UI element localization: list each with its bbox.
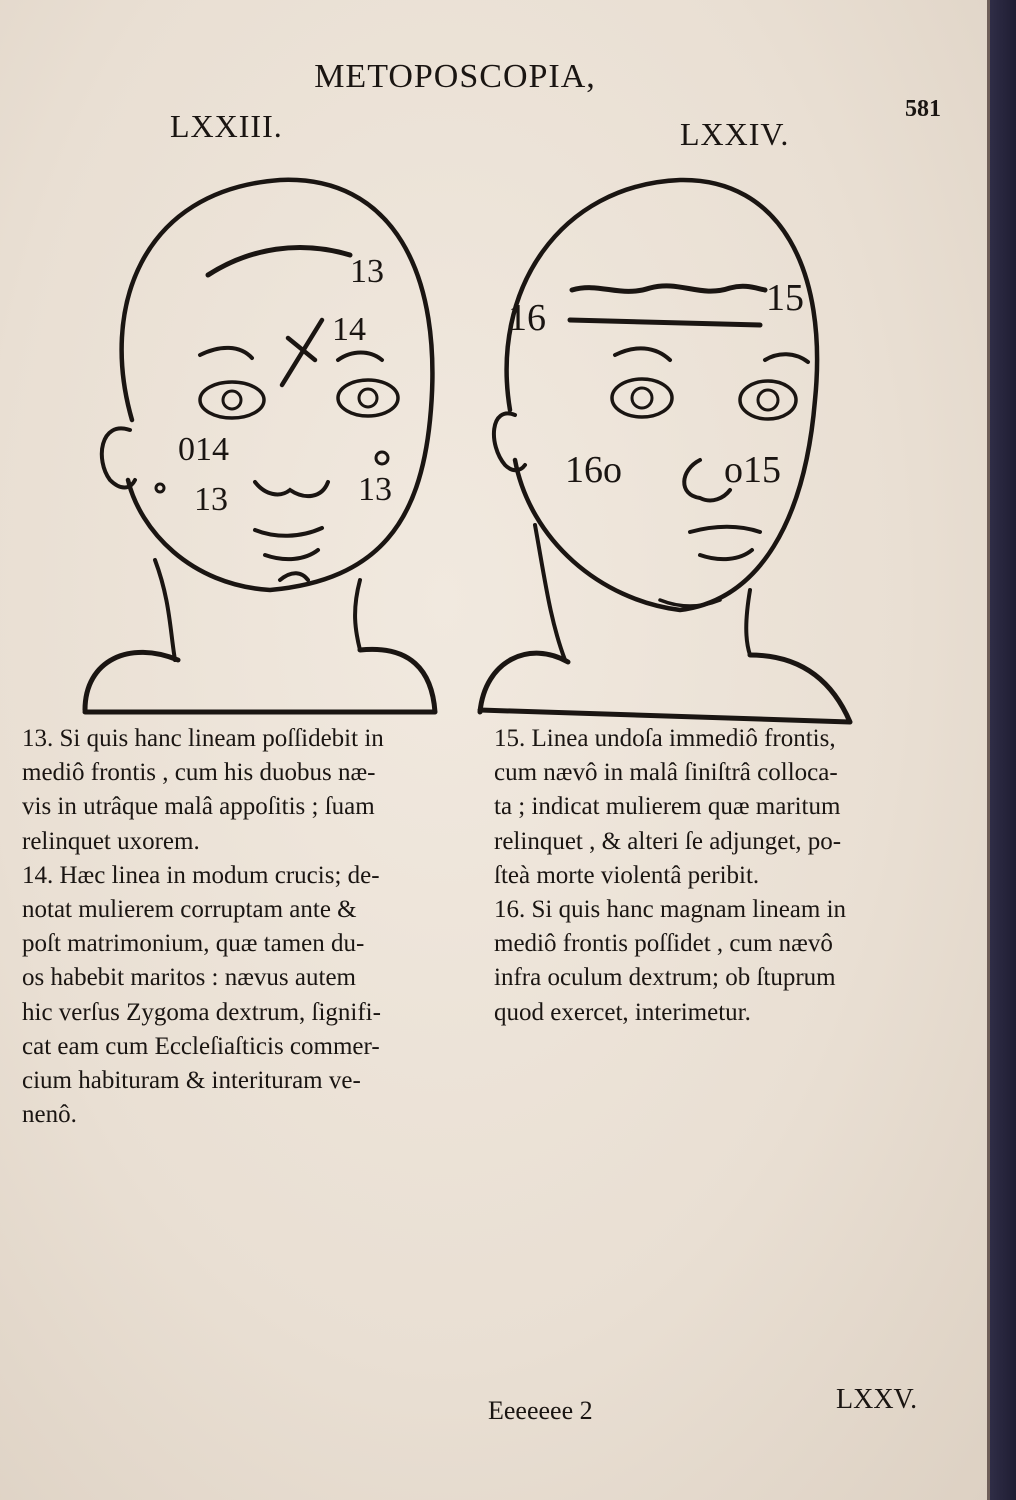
right-shoulders bbox=[480, 653, 850, 722]
right-forehead-long-line bbox=[570, 320, 760, 325]
left-eye-right bbox=[200, 382, 264, 418]
right-mark-16-forehead: 16 bbox=[508, 297, 546, 339]
right-eye-right bbox=[612, 379, 672, 417]
left-mole-right bbox=[376, 452, 388, 464]
running-title: METOPOSCOPIA, bbox=[314, 58, 596, 95]
right-text-column bbox=[494, 722, 934, 1030]
entry-16: 16. Si quis hanc magnam lineam in mediô frontis poſſidet , cum nævô infra oculum dextrum; ob ſtuprum quod exercet, interimetur. bbox=[494, 896, 847, 1026]
left-text-column bbox=[22, 722, 482, 1132]
left-cross-mark bbox=[282, 320, 322, 385]
left-eye-left bbox=[338, 380, 398, 416]
right-brows bbox=[615, 348, 808, 362]
woodcut-illustration bbox=[60, 160, 860, 730]
entry-14: 14. Hæc linea in modum crucis; de- notat mulierem corruptam ante & poſt matrimonium, quæ tamen du- os habebit maritos : nævus autem hic verſus Zygoma dextrum, ſignifi- cat eam cum Eccleſiaſticis commer- cium habituram & interituram ve- nenô. bbox=[22, 861, 381, 1129]
left-brows bbox=[200, 348, 382, 360]
page-number: 581 bbox=[905, 96, 941, 122]
left-pupil-right bbox=[223, 391, 241, 409]
right-eye-left bbox=[740, 381, 796, 419]
left-pupil-left bbox=[359, 389, 377, 407]
signature-mark: Eeeeeee 2 bbox=[488, 1396, 593, 1425]
entry-13: 13. Si quis hanc lineam poſſidebit in mediô frontis , cum his duobus næ- vis in utrâque malâ appoſitis ; ſuam relinquet uxorem. bbox=[22, 725, 384, 855]
right-ear bbox=[494, 413, 525, 470]
right-neck bbox=[535, 525, 750, 660]
left-mark-14-cross: 14 bbox=[332, 311, 366, 348]
left-forehead-line bbox=[208, 248, 350, 275]
left-mark-13-right: 13 bbox=[358, 471, 392, 508]
entry-15: 15. Linea undoſa immediô frontis, cum nævô in malâ ſiniſtrâ colloca- ta ; indicat mulierem quæ maritum relinquet , & alteri ſe adjunget, po- ſteà morte violentâ peribit. bbox=[494, 725, 842, 889]
figure-label-right: LXXIV. bbox=[680, 116, 790, 152]
right-mark-o15-cheek: o15 bbox=[724, 449, 781, 491]
right-mouth bbox=[690, 527, 760, 559]
left-ear bbox=[102, 428, 135, 487]
left-neck bbox=[155, 560, 360, 660]
right-forehead-wavy-line bbox=[572, 286, 765, 292]
left-mole-cheek bbox=[156, 484, 164, 492]
left-mouth bbox=[255, 528, 322, 580]
catchword: LXXV. bbox=[836, 1384, 918, 1415]
left-mark-13-forehead: 13 bbox=[350, 253, 384, 290]
left-mark-014-cheek: 014 bbox=[178, 431, 229, 468]
book-cover-edge bbox=[990, 0, 1016, 1500]
left-mark-13-cheek: 13 bbox=[194, 481, 228, 518]
figure-label-left: LXXIII. bbox=[170, 108, 283, 144]
right-mark-15-forehead: 15 bbox=[766, 277, 804, 319]
right-head-outline bbox=[507, 180, 817, 610]
right-head-figure bbox=[480, 180, 850, 722]
right-pupil-left bbox=[758, 390, 778, 410]
right-pupil-right bbox=[632, 388, 652, 408]
left-nose bbox=[255, 482, 328, 496]
left-head-figure bbox=[85, 180, 435, 712]
right-mark-16o-cheek: 16o bbox=[565, 449, 622, 491]
left-shoulders bbox=[85, 649, 435, 712]
